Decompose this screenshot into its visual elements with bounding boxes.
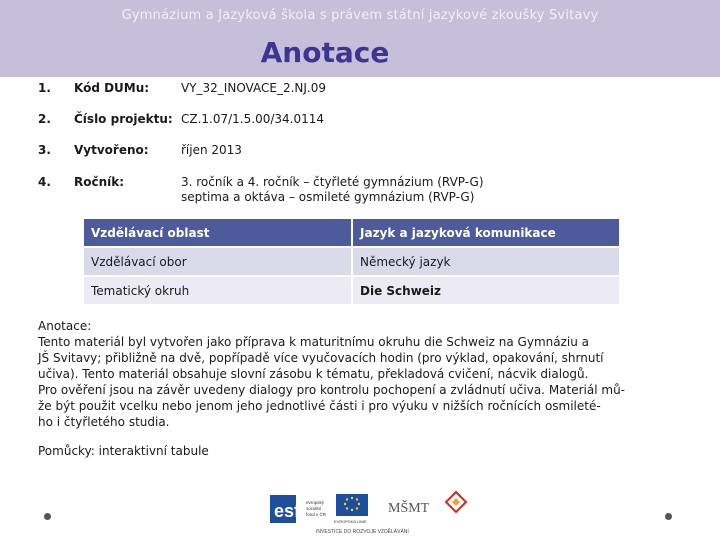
field-label: Ročník: <box>74 175 125 189</box>
annotation-line: že být použit vcelku nebo jenom jeho jednotlivé části i pro výuku v nižších ročnících osmileté- <box>38 399 601 413</box>
investment-slogan: INVESTICE DO ROZVOJE VZDĚLÁVÁNÍ <box>316 529 409 535</box>
field-number: 2. <box>38 112 51 126</box>
eu-flag-logo <box>334 494 368 524</box>
table-row <box>83 218 620 247</box>
annotation-line: Tento materiál byl vytvořen jako příprava k maturitnímu okruhu die Schweiz na Gymnáziu a <box>38 335 589 349</box>
annotation-block <box>38 318 638 430</box>
field-label: Číslo projektu: <box>74 112 173 126</box>
field-label: Vytvořeno: <box>74 143 149 157</box>
esf-logo <box>270 495 327 523</box>
field-value: 3. ročník a 4. ročník – čtyřleté gymnázium (RVP-G) <box>181 175 484 189</box>
table-cell: Jazyk a jazyková komunikace <box>352 218 620 247</box>
field-number: 1. <box>38 81 51 95</box>
bullet-dot-icon <box>44 513 51 520</box>
op-logo <box>446 492 466 512</box>
svg-text:evropský: evropský <box>306 500 325 505</box>
annotation-line: JŠ Svitavy; přibližně na dvě, popřípadě více vyučovacích hodin (pro výklad, opakování, shrnutí <box>38 351 604 365</box>
funding-logos-graphic <box>268 490 480 536</box>
field-value: CZ.1.07/1.5.00/34.0114 <box>181 112 325 126</box>
aids-text: Pomůcky: interaktivní tabule <box>38 444 209 458</box>
svg-text:MŠMT: MŠMT <box>388 501 430 516</box>
svg-text:EVROPSKÁ UNIE: EVROPSKÁ UNIE <box>334 519 367 524</box>
subject-table <box>82 217 621 306</box>
table-cell: Vzdělávací obor <box>83 247 352 276</box>
table-cell: Tematický okruh <box>83 276 352 305</box>
svg-text:esf: esf <box>274 501 301 521</box>
svg-text:sociální: sociální <box>306 506 322 511</box>
field-number: 3. <box>38 143 51 157</box>
field-label: Kód DUMu: <box>74 81 150 95</box>
school-name: Gymnázium a Jazyková škola s právem státní jazykové zkoušky Svitavy <box>121 8 599 23</box>
annotation-line: Pro ověření jsou na závěr uvedeny dialogy pro kontrolu pochopení a zvládnutí učiva. Materiál mů- <box>38 383 626 397</box>
table-cell: Vzdělávací oblast <box>83 218 352 247</box>
msmt-logo <box>388 499 430 516</box>
field-number: 4. <box>38 175 51 189</box>
page-title: Anotace <box>260 36 390 69</box>
svg-text:fond v ČR: fond v ČR <box>306 512 327 517</box>
bullet-dot-icon <box>665 513 672 520</box>
funding-logos <box>268 490 480 536</box>
annotation-line: ho i čtyřletého studia. <box>38 415 170 429</box>
field-value: septima a oktáva – osmileté gymnázium (RVP-G) <box>181 190 475 204</box>
annotation-heading: Anotace: <box>38 319 92 333</box>
table-row <box>83 276 620 305</box>
header-band <box>0 0 720 77</box>
field-value: říjen 2013 <box>181 143 242 157</box>
annotation-line: učiva). Tento materiál obsahuje slovní zásobu k tématu, překladová cvičení, nácvik dialogů. <box>38 367 589 381</box>
table-cell: Německý jazyk <box>352 247 620 276</box>
table-cell: Die Schweiz <box>352 276 620 305</box>
table-row <box>83 247 620 276</box>
field-value: VY_32_INOVACE_2.NJ.09 <box>181 81 327 95</box>
